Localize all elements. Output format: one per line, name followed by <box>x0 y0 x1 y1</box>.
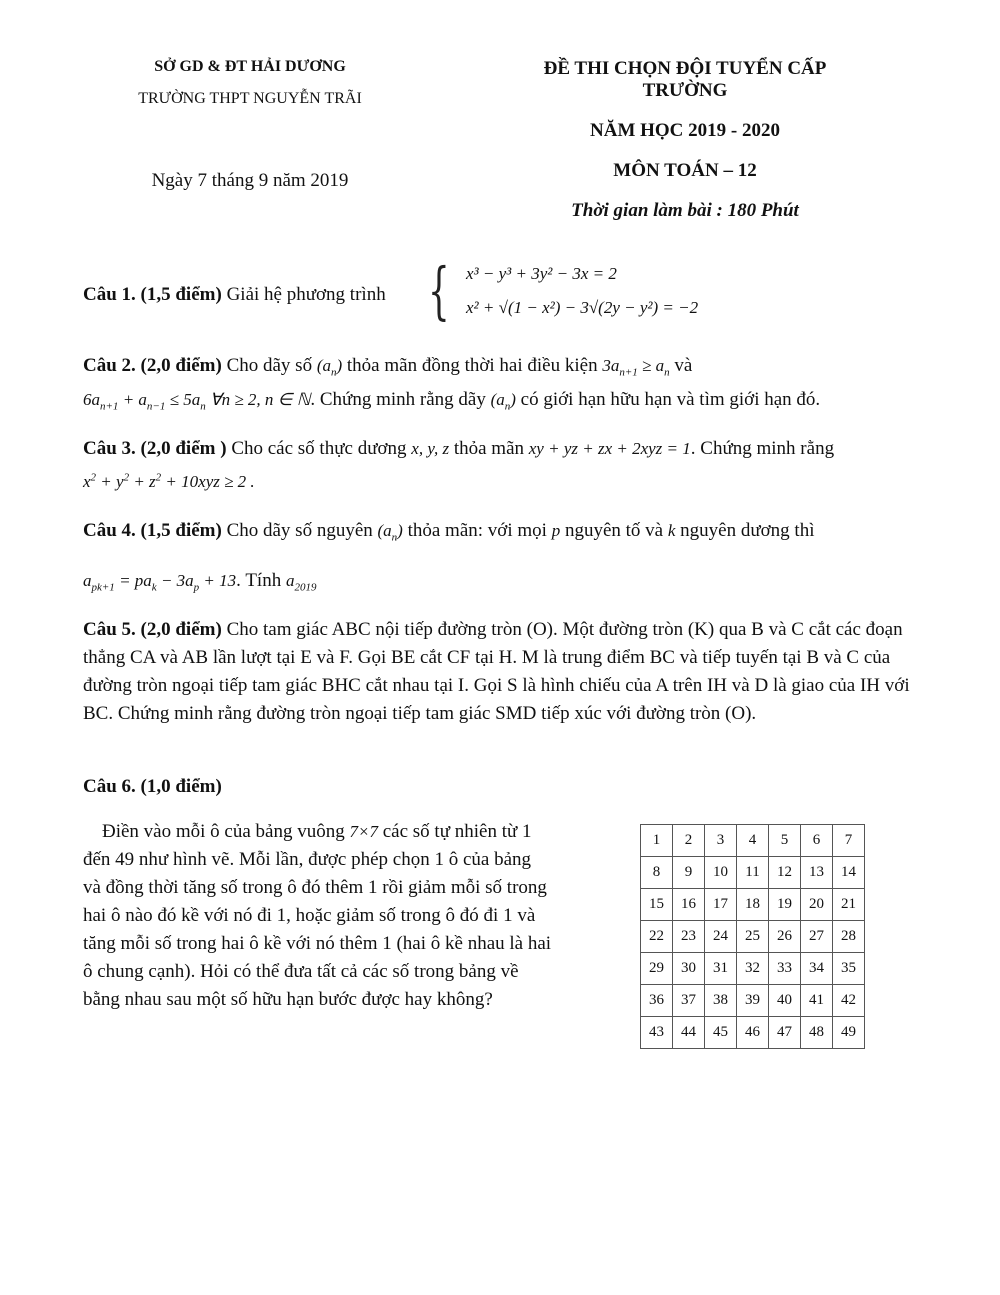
grid-cell: 2 <box>673 825 705 857</box>
number-grid <box>640 824 865 1049</box>
q2-text-3: và <box>669 355 693 376</box>
q4-text-3: nguyên tố và <box>560 520 668 541</box>
q2-text-4: . Chứng minh rằng dãy <box>310 389 491 411</box>
grid-row <box>641 1017 865 1049</box>
q1-text: Giải hệ phương trình <box>221 284 386 305</box>
grid-cell: 30 <box>673 953 705 985</box>
question-5 <box>83 616 933 728</box>
grid-cell: 11 <box>737 857 769 889</box>
grid-cell: 7 <box>833 825 865 857</box>
q2-math-cond1: $3a_{n+1} \ge a_n$ <box>602 356 670 379</box>
question-4 <box>83 517 933 551</box>
q4-text-2: thỏa mãn: với mọi <box>402 520 552 541</box>
q1-equation-1: x³ − y³ + 3y² − 3x = 2 <box>466 264 617 283</box>
q2-label: Câu 2 <box>83 355 132 376</box>
q5-label: Câu 5. (2,0 điểm) <box>83 619 222 640</box>
grid-cell: 37 <box>673 985 705 1017</box>
brace-icon: { <box>428 254 450 327</box>
grid-row <box>641 921 865 953</box>
grid-cell: 31 <box>705 953 737 985</box>
header-right <box>520 58 850 222</box>
grid-cell: 6 <box>801 825 833 857</box>
question-4-line-2 <box>83 567 933 601</box>
grid-cell: 33 <box>769 953 801 985</box>
grid-cell: 15 <box>641 889 673 921</box>
q2-text-2: thỏa mãn đồng thời hai điều kiện <box>342 355 603 376</box>
q4-points: . (1,5 điểm) <box>131 520 222 541</box>
q6-text-1: Điền vào mỗi ô của bảng vuông <box>102 821 350 842</box>
q4-math-k: k <box>667 521 676 540</box>
grid-row <box>641 825 865 857</box>
grid-row <box>641 857 865 889</box>
q4-math-target: $a_{2019}$ <box>285 571 317 594</box>
q4-label: Câu 4 <box>83 520 132 541</box>
q6-text-2: các số tự nhiên từ 1 đến 49 như hình vẽ. Mỗi lần, được phép chọn 1 ô của bảng và đồng thời tăng số trong ô đó thêm 1 rồi giảm mỗi số trong hai ô nào đó kề với nó đi 1, hoặc giảm số trong ô đó đi 1 và tăng mỗi số trong hai ô kề với nó thêm 1 (hai ô kề nhau là hai ô chung cạnh). Hỏi có thể đưa tất cả các số trong bảng về bằng nhau sau một số hữu hạn bước được hay không? <box>83 821 552 1010</box>
grid-cell: 27 <box>801 921 833 953</box>
grid-cell: 10 <box>705 857 737 889</box>
question-3 <box>83 435 933 496</box>
department-name: SỞ GD & ĐT HẢI DƯƠNG <box>154 58 346 75</box>
grid-cell: 22 <box>641 921 673 953</box>
q3-text-1: Cho các số thực dương <box>226 438 412 459</box>
q4-text-5: . Tính <box>236 570 286 591</box>
q2-math-seq: $(a_n)$ <box>316 356 343 379</box>
grid-cell: 49 <box>833 1017 865 1049</box>
grid-cell: 19 <box>769 889 801 921</box>
grid-cell: 5 <box>769 825 801 857</box>
duration: Thời gian làm bài : 180 Phút <box>571 200 799 221</box>
q2-points: . (2,0 điểm) <box>131 355 222 376</box>
grid-cell: 40 <box>769 985 801 1017</box>
grid-cell: 32 <box>737 953 769 985</box>
grid-row <box>641 889 865 921</box>
grid-cell: 4 <box>737 825 769 857</box>
grid-cell: 48 <box>801 1017 833 1049</box>
q5-text: Cho tam giác ABC nội tiếp đường tròn (O). Một đường tròn (K) qua B và C cắt các đoạn thẳng CA và AB lần lượt tại E và F. Gọi BE cắt CF tại H. M là trung điểm BC và tiếp tuyến tại B và C của đường tròn ngoại tiếp tam giác BHC cắt nhau tại I. Gọi S là hình chiếu của A trên IH và D là giao của IH với BC. Chứng minh rằng đường tròn ngoại tiếp tam giác SMD tiếp xúc với đường tròn (O). <box>83 619 910 724</box>
q3-math-ineq: $x^2 + y^2 + z^2 + 10xyz \ge 2$ . <box>83 471 255 491</box>
grid-cell: 24 <box>705 921 737 953</box>
q4-text-4: nguyên dương thì <box>675 520 815 541</box>
grid-cell: 43 <box>641 1017 673 1049</box>
q6-math-size: 7×7 <box>349 822 378 841</box>
school-name: TRƯỜNG THPT NGUYỄN TRÃI <box>138 90 362 107</box>
grid-cell: 21 <box>833 889 865 921</box>
q3-text-3: . Chứng minh rằng <box>690 438 835 459</box>
grid-cell: 35 <box>833 953 865 985</box>
q2-math-cond2: $6a_{n+1} + a_{n-1} \le 5a_n$ ∀n ≥ 2, n ∈ ℕ <box>83 390 311 413</box>
exam-date: Ngày 7 tháng 9 năm 2019 <box>151 170 349 191</box>
q4-math-p: p <box>551 521 561 540</box>
grid-row <box>641 953 865 985</box>
school-year: NĂM HỌC 2019 - 2020 <box>590 120 780 141</box>
header-left <box>80 58 420 108</box>
q6-body <box>83 818 553 1014</box>
grid-row <box>641 985 865 1017</box>
grid-cell: 13 <box>801 857 833 889</box>
q3-text-2: thỏa mãn <box>449 438 529 459</box>
grid-cell: 25 <box>737 921 769 953</box>
grid-cell: 45 <box>705 1017 737 1049</box>
grid-cell: 44 <box>673 1017 705 1049</box>
grid-cell: 1 <box>641 825 673 857</box>
grid-cell: 14 <box>833 857 865 889</box>
grid-cell: 8 <box>641 857 673 889</box>
q1-equation-2: x² + √(1 − x²) − 3√(2y − y²) = −2 <box>466 298 699 317</box>
question-2 <box>83 352 933 421</box>
grid-cell: 46 <box>737 1017 769 1049</box>
subject: MÔN TOÁN – 12 <box>613 160 757 181</box>
grid-cell: 34 <box>801 953 833 985</box>
q3-label: Câu 3. (2,0 điểm ) <box>83 438 227 459</box>
q2-text-5: có giới hạn hữu hạn và tìm giới hạn đó. <box>515 389 821 411</box>
q4-math-rel: $a_{pk+1} = pa_k - 3a_p + 13$ <box>83 571 237 594</box>
grid-cell: 9 <box>673 857 705 889</box>
q4-text-1: Cho dãy số nguyên <box>221 520 378 541</box>
q6-label: Câu 6. (1,0 điểm) <box>83 776 222 797</box>
grid-cell: 17 <box>705 889 737 921</box>
q3-math-vars: x, y, z <box>411 439 450 458</box>
grid-cell: 42 <box>833 985 865 1017</box>
grid-cell: 12 <box>769 857 801 889</box>
equation-system <box>428 254 748 328</box>
grid-cell: 18 <box>737 889 769 921</box>
q2-text-1: Cho dãy số <box>221 355 317 376</box>
grid-cell: 47 <box>769 1017 801 1049</box>
q1-label: Câu 1. (1,5 điểm) <box>83 284 222 305</box>
grid-cell: 16 <box>673 889 705 921</box>
grid-cell: 26 <box>769 921 801 953</box>
q3-math-cond: xy + yz + zx + 2xyz = 1 <box>528 439 691 458</box>
exam-title: ĐỀ THI CHỌN ĐỘI TUYỂN CẤP TRƯỜNG <box>543 58 827 101</box>
grid-cell: 3 <box>705 825 737 857</box>
q2-math-seq-2: $(a_n)$ <box>490 390 516 413</box>
grid-cell: 23 <box>673 921 705 953</box>
grid-cell: 41 <box>801 985 833 1017</box>
grid-cell: 39 <box>737 985 769 1017</box>
grid-cell: 28 <box>833 921 865 953</box>
q4-math-seq: $(a_n)$ <box>377 521 403 544</box>
grid-cell: 29 <box>641 953 673 985</box>
question-6 <box>83 773 933 801</box>
grid-cell: 36 <box>641 985 673 1017</box>
grid-cell: 20 <box>801 889 833 921</box>
grid-cell: 38 <box>705 985 737 1017</box>
